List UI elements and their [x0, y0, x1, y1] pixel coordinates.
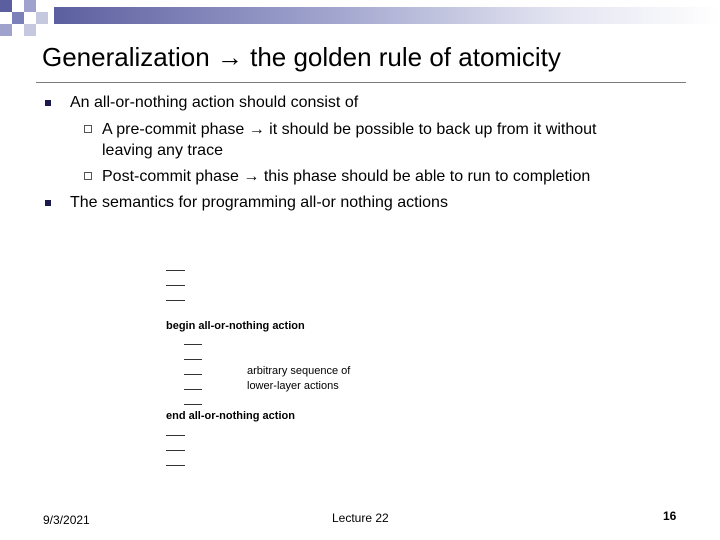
action-dash — [166, 285, 185, 286]
inner-action-dash — [184, 404, 202, 405]
inner-action-dash — [184, 359, 202, 360]
bullet-1-text: An all-or-nothing action should consist of — [70, 94, 359, 111]
sub-bullet-1-line1: A pre-commit phase → it should be possible to back up from it without — [102, 121, 597, 138]
inner-action-dash — [184, 374, 202, 375]
footer-lecture: Lecture 22 — [332, 511, 389, 525]
page-number: 16 — [663, 509, 677, 523]
action-dash — [166, 435, 185, 436]
header-gradient-band — [54, 7, 720, 24]
bullet-square-icon — [45, 200, 51, 206]
annotation-line1: arbitrary sequence of — [247, 365, 351, 377]
sub-bullet-2-text: Post-commit phase → this phase should be able to run to completion — [102, 168, 591, 185]
inner-action-dash — [184, 389, 202, 390]
action-dash — [166, 270, 185, 271]
slide-title: Generalization → the golden rule of atomicity — [42, 42, 561, 72]
begin-action-label: begin all-or-nothing action — [166, 320, 305, 332]
title-divider — [36, 82, 686, 83]
action-dash — [166, 450, 185, 451]
bullet-2-text: The semantics for programming all-or nothing actions — [70, 194, 448, 211]
footer-date: 9/3/2021 — [43, 513, 90, 527]
bullet-square-icon — [45, 100, 51, 106]
end-action-label: end all-or-nothing action — [166, 410, 295, 422]
annotation-line2: lower-layer actions — [247, 380, 339, 392]
hollow-square-bullet-icon — [84, 172, 92, 180]
hollow-square-bullet-icon — [84, 125, 92, 133]
inner-action-dash — [184, 344, 202, 345]
header-checker-decoration — [0, 0, 54, 45]
action-dash — [166, 300, 185, 301]
all-or-nothing-diagram — [160, 262, 420, 477]
sub-bullet-1-line2: leaving any trace — [102, 142, 223, 159]
action-dash — [166, 465, 185, 466]
